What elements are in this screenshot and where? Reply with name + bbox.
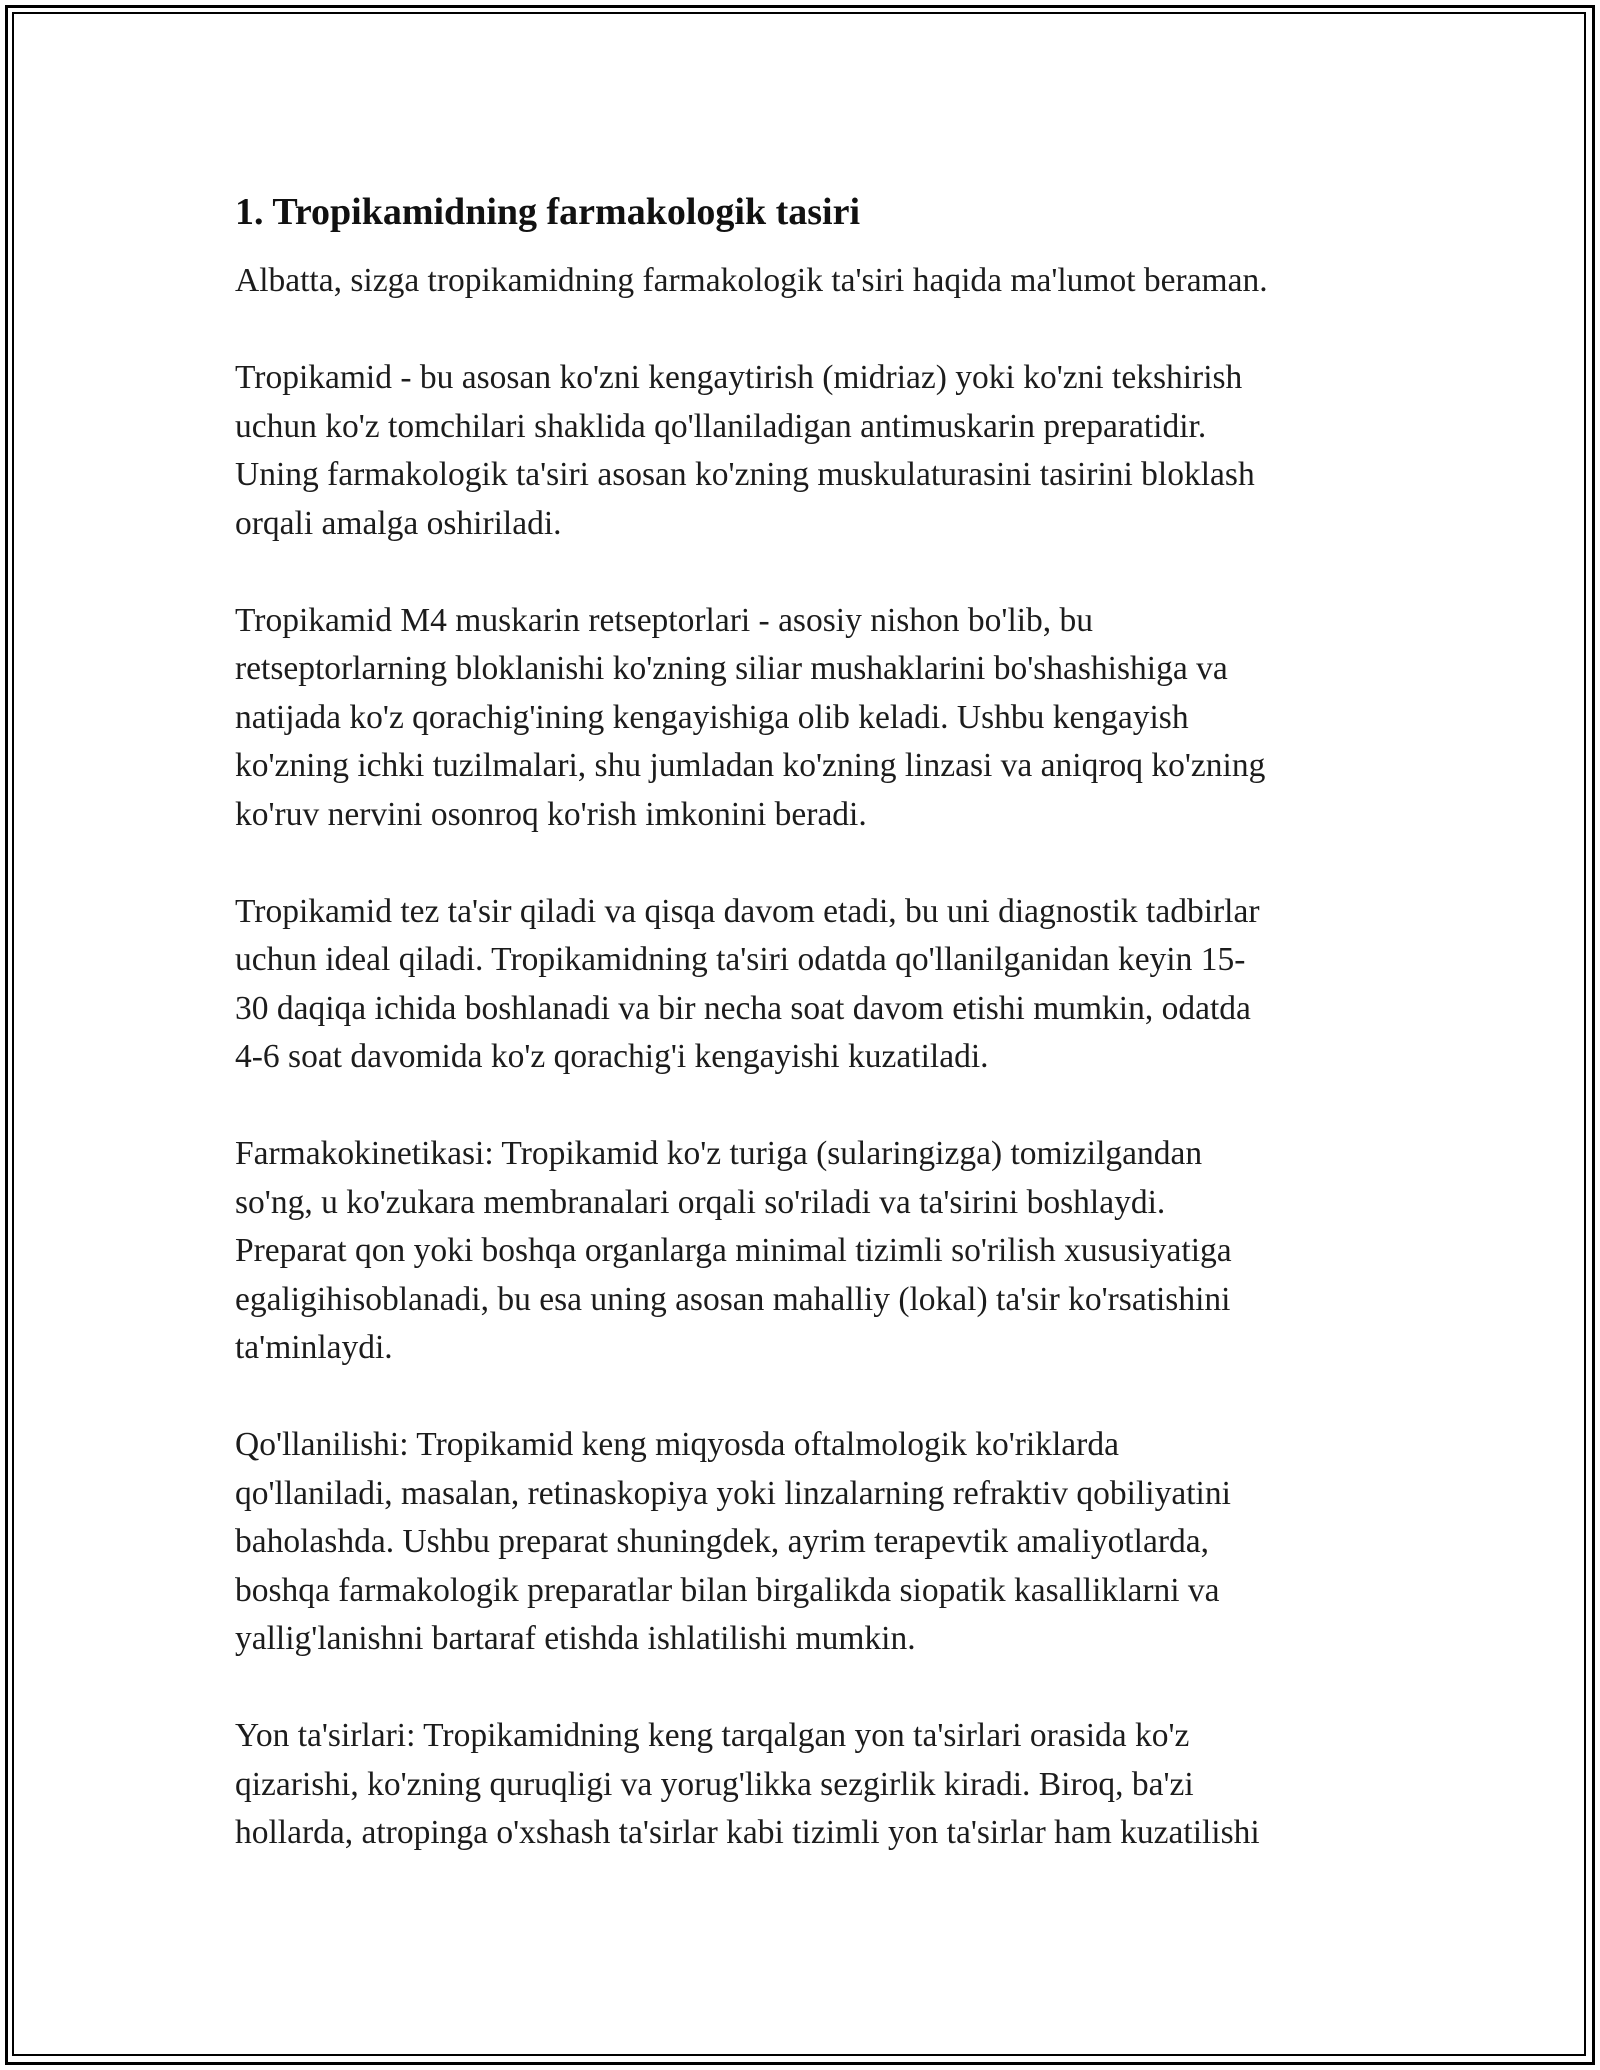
paragraph-pharmacokinetics xyxy=(235,1130,1380,1373)
paragraph-line: qo'llaniladi, masalan, retinaskopiya yoki linzalarning refraktiv qobiliyatini xyxy=(235,1474,1231,1512)
paragraph-line: Yon ta'sirlari: Tropikamidning keng tarqalgan yon ta'sirlari orasida ko'z xyxy=(235,1717,1190,1754)
paragraph-line: Tropikamid tez ta'sir qiladi va qisqa davom etadi, bu uni diagnostik tadbirlar xyxy=(235,892,1260,930)
paragraph-line: Farmakokinetikasi: Tropikamid ko'z turiga (sularingizga) tomizilgandan xyxy=(235,1135,1203,1172)
paragraph-line: Uning farmakologik ta'siri asosan ko'zning muskulaturasini tasirini bloklash xyxy=(235,456,1255,493)
paragraph-intro xyxy=(235,257,1380,306)
document-body xyxy=(235,186,1380,1906)
paragraph-line: 4-6 soat davomida ko'z qorachig'i kengayishi kuzatiladi. xyxy=(235,1038,989,1075)
paragraph-line: ko'ruv nervini osonroq ko'rish imkonini beradi. xyxy=(235,795,867,833)
paragraph-line: orqali amalga oshiriladi. xyxy=(235,504,562,542)
paragraph-mechanism xyxy=(235,597,1380,840)
paragraph-side-effects xyxy=(235,1712,1380,1858)
paragraph-line: natijada ko'z qorachig'ining kengayishiga olib keladi. Ushbu kengayish xyxy=(235,698,1189,736)
paragraph-line: Qo'llanilishi: Tropikamid keng miqyosda oftalmologik ko'riklarda xyxy=(235,1426,1119,1463)
paragraph-line: yallig'lanishni bartaraf etishda ishlatilishi mumkin. xyxy=(235,1620,916,1657)
paragraph-line: Preparat qon yoki boshqa organlarga minimal tizimli so'rilish xususiyatiga xyxy=(235,1232,1232,1269)
paragraph-onset xyxy=(235,888,1380,1082)
paragraph-line: boshqa farmakologik preparatlar bilan birgalikda siopatik kasalliklarni va xyxy=(235,1571,1220,1609)
paragraph-line: baholashda. Ushbu preparat shuningdek, ayrim terapevtik amaliyotlarda, xyxy=(235,1523,1209,1560)
paragraph-line: retseptorlarning bloklanishi ko'zning siliar mushaklarini bo'shashishiga va xyxy=(235,650,1228,687)
paragraph-line: 30 daqiqa ichida boshlanadi va bir necha soat davom etishi mumkin, odatda xyxy=(235,989,1251,1027)
paragraph-line: uchun ko'z tomchilari shaklida qo'llaniladigan antimuskarin preparatidir. xyxy=(235,407,1207,445)
paragraph-line: qizarishi, ko'zning quruqligi va yorug'likka sezgirlik kiradi. Biroq, ba'zi xyxy=(235,1765,1194,1803)
paragraph-line: Albatta, sizga tropikamidning farmakologik ta'siri haqida ma'lumot beraman. xyxy=(235,262,1268,299)
paragraph-line: ko'zning ichki tuzilmalari, shu jumladan ko'zning linzasi va aniqroq ko'zning xyxy=(235,747,1266,784)
paragraph-line: Tropikamid - bu asosan ko'zni kengaytirish (midriaz) yoki ko'zni tekshirish xyxy=(235,359,1243,396)
paragraph-line: ta'minlaydi. xyxy=(235,1329,393,1366)
paragraph-line: uchun ideal qiladi. Tropikamidning ta'siri odatda qo'llanilganidan keyin 15- xyxy=(235,941,1246,978)
paragraph-line: egaligihisoblanadi, bu esa uning asosan mahalliy (lokal) ta'sir ko'rsatishini xyxy=(235,1280,1231,1318)
paragraph-usage xyxy=(235,1421,1380,1664)
paragraph-line: Tropikamid M4 muskarin retseptorlari - asosiy nishon bo'lib, bu xyxy=(235,601,1094,639)
paragraph-definition xyxy=(235,354,1380,548)
page-title: 1. Tropikamidning farmakologik tasiri xyxy=(235,191,860,233)
paragraph-line: so'ng, u ko'zukara membranalari orqali so'riladi va ta'sirini boshlaydi. xyxy=(235,1183,1166,1221)
paragraph-line: hollarda, atropinga o'xshash ta'sirlar kabi tizimli yon ta'sirlar ham kuzatilishi xyxy=(235,1814,1260,1851)
